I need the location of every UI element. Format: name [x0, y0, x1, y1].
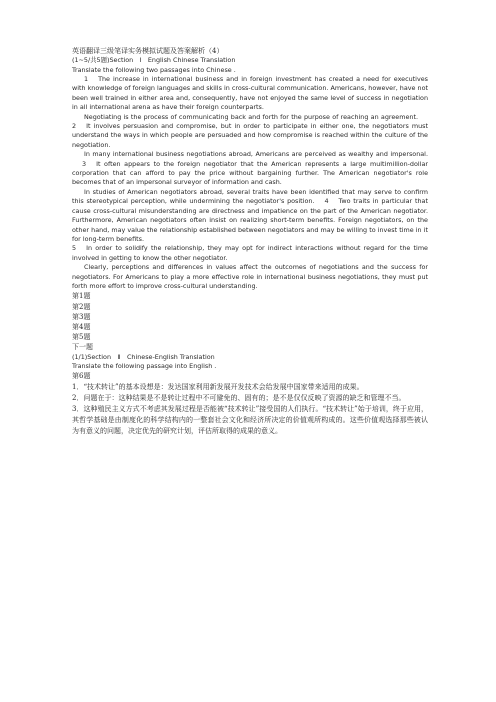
paragraph-2-text-b: It involves persuasion and compromise, but in order to participate in either one, the negotiators must understand the ways in which people are persuaded and how compromise is reached within the culture of the negotiation.	[72, 122, 428, 149]
next-question-link[interactable]: 下一题	[72, 343, 93, 352]
passage-paragraph-4	[72, 188, 428, 244]
sentence-number-5: 5	[72, 244, 77, 253]
paragraph-4-text-a: In studies of American negotiators abroad, several traits have been identified that may serve to confirm this stereotypical perception, while undermining the negotiator's position.	[72, 187, 428, 206]
question-link-3[interactable]: 第3题	[72, 312, 91, 321]
section1-header: (1~5/共5题)Section Ⅰ English Chinese Translation	[72, 56, 236, 65]
paragraph-3-text-a: In many international business negotiations abroad, Americans are perceived as wealthy and impersonal.	[84, 150, 428, 159]
paragraph-2-text-a: Negotiating is the process of communicating back and forth for the purpose of reaching an agreement.	[84, 112, 418, 121]
sentence-number-1: 1	[84, 75, 89, 84]
chinese-paragraph-1: 1．“技术转让”的基本设想是：发达国家利用新发展开发技术会给发展中国家带来适用的成果。	[72, 382, 364, 391]
question-link-5[interactable]: 第5题	[72, 333, 91, 342]
section2-header: (1/1)Section Ⅱ Chinese-English Translation	[72, 352, 215, 361]
question-link-1[interactable]: 第1题	[72, 292, 91, 301]
paragraph-1-text: The increase in international business and in foreign investment has created a need for executives with knowledge of foreign languages and skills in cross-cultural communication. Americans, however, have not been well trained in either area and, consequently, have not enjoyed the same level of success in negotiation in all international arena as have their foreign counterparts.	[72, 75, 428, 112]
question-link-4[interactable]: 第4题	[72, 322, 91, 331]
sentence-number-2: 2	[72, 122, 77, 131]
section1-instruction: Translate the following two passages into Chinese .	[72, 65, 236, 74]
passage-paragraph-1	[72, 75, 428, 113]
question-link-2[interactable]: 第2题	[72, 302, 91, 311]
sentence-number-3: 3	[82, 159, 87, 168]
passage-paragraph-6: Clearly, perceptions and differences in values affect the outcomes of negotiations and the success for negotiators. For Americans to play a more effective role in international business negotiations, they must put forth more effort to improve cross-cultural understanding.	[72, 263, 428, 290]
document-page	[72, 46, 428, 437]
chinese-paragraph-3: 3．这种殖民主义方式不考虑其发展过程是否能被“技术转让”接受国的人们执行。“技术转让”始于培训，终于应用，其哲学基础是由制度化的科学结构内的一整套社会文化和经济所决定的价值观所构成的。这些价值观选择那些被认为有意义的问题，决定优先的研究计划，评估所取得的成果的意义。	[72, 404, 428, 435]
passage-paragraph-5	[72, 244, 428, 263]
passage-paragraph-3	[72, 150, 428, 188]
chinese-paragraph-2: 2．问题在于：这种结果是不是转让过程中不可避免的、固有的；是不是仅仅反映了资源的缺乏和管理不当。	[72, 393, 406, 402]
question-6-label: 第6题	[72, 372, 91, 381]
paragraph-4-text-b: Two traits in particular that cause cross-cultural misunderstanding are directness and impatience on the part of the American negotiator. Furthermore, American negotiators often insist on realizing short-term benefits. Foreign negotiators, on the other hand, may value the relationship established between negotiators and may be willing to invest time in it for long-term benefits.	[72, 197, 428, 243]
sentence-number-4: 4	[324, 197, 329, 206]
paragraph-5-text: In order to solidify the relationship, they may opt for indirect interactions without regard for the time involved in getting to know the other negotiator.	[72, 244, 428, 262]
paragraph-3-text-b: It often appears to the foreign negotiator that the American represents a large multimillion-dollar corporation that can afford to pay the price without bargaining further. The American negotiator's role becomes that of an impersonal surveyor of information and cash.	[72, 159, 428, 187]
section2-instruction: Translate the following passage into English .	[72, 361, 217, 370]
passage-paragraph-2	[72, 113, 428, 151]
document-title: 英语翻译三级笔译实务模拟试题及答案解析（4）	[72, 47, 224, 55]
